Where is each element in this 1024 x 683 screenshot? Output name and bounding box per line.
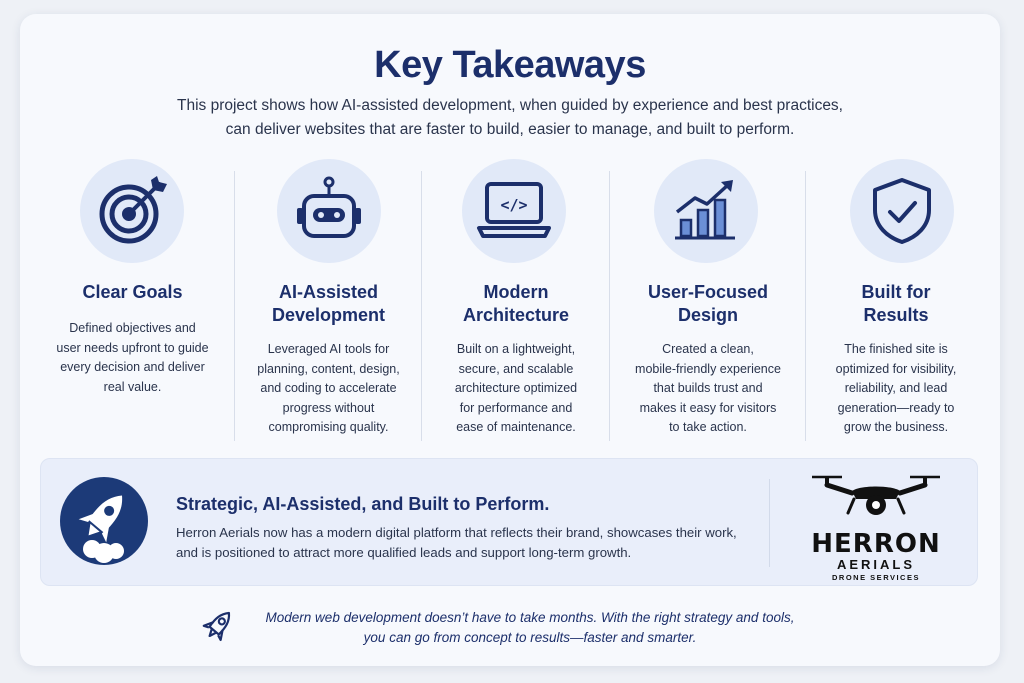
robot-icon — [277, 159, 381, 263]
banner-divider — [769, 479, 770, 567]
footer-note — [240, 608, 820, 648]
summary-banner — [40, 458, 978, 586]
takeaway-description: Built on a lightweight, secure, and scalable architecture optimized for performance and ease of maintenance. — [454, 342, 578, 434]
banner-title: Strategic, AI-Assisted, and Built to Perform. — [176, 494, 550, 514]
banner-body: Herron Aerials now has a modern digital platform that reflects their brand, showcases their work, and is positioned to attract more qualified leads and support long-term growth. — [176, 525, 737, 560]
takeaways-row — [30, 159, 990, 444]
takeaway-ai-assisted — [235, 159, 422, 444]
takeaway-description: Created a clean, mobile-friendly experience that builds trust and makes it easy for visitors to take action. — [635, 342, 781, 434]
growth-chart-icon — [654, 159, 758, 263]
page-subtitle — [140, 94, 880, 142]
footer-line: Modern web development doesn’t have to take months. With the right strategy and tools, — [265, 610, 795, 625]
takeaway-title: Modern Architecture — [462, 282, 570, 325]
takeaway-description: Defined objectives and user needs upfront to guide every decision and deliver real value. — [56, 321, 209, 394]
svg-text:</>: </> — [500, 196, 528, 214]
takeaway-description: The finished site is optimized for visibility, reliability, and lead generation—ready to grow the business. — [835, 342, 957, 434]
takeaway-user-focused — [610, 159, 806, 444]
takeaway-built-for-results — [806, 159, 986, 444]
takeaway-title: Built for Results — [861, 282, 931, 325]
target-icon — [80, 159, 184, 263]
rocket-outline-icon — [198, 606, 238, 646]
rocket-icon — [60, 477, 148, 565]
drone-icon — [808, 469, 944, 525]
herron-aerials-logo — [786, 469, 966, 582]
footer-line: you can go from concept to results—faster and smarter. — [363, 630, 697, 645]
takeaway-clear-goals — [30, 159, 235, 444]
logo-tagline: DRONE SERVICES — [832, 573, 920, 582]
page-title: Key Takeaways — [374, 44, 646, 86]
subtitle-line: can deliver websites that are faster to build, easier to manage, and built to perform. — [225, 121, 795, 138]
logo-sub: AERIALS — [836, 557, 916, 572]
takeaway-modern-architecture — [422, 159, 610, 444]
takeaway-description: Leveraged AI tools for planning, content, design, and coding to accelerate progress without compromising quality. — [257, 342, 400, 434]
shield-check-icon — [850, 159, 954, 263]
takeaway-title: AI-Assisted Development — [271, 282, 386, 325]
subtitle-line: This project shows how AI-assisted development, when guided by experience and best practices, — [176, 97, 843, 114]
logo-name: HERRON — [811, 529, 941, 559]
takeaway-title: Clear Goals — [82, 282, 183, 302]
takeaway-title: User-Focused Design — [647, 282, 769, 325]
laptop-code-icon — [462, 159, 566, 263]
takeaways-card — [20, 14, 1000, 666]
